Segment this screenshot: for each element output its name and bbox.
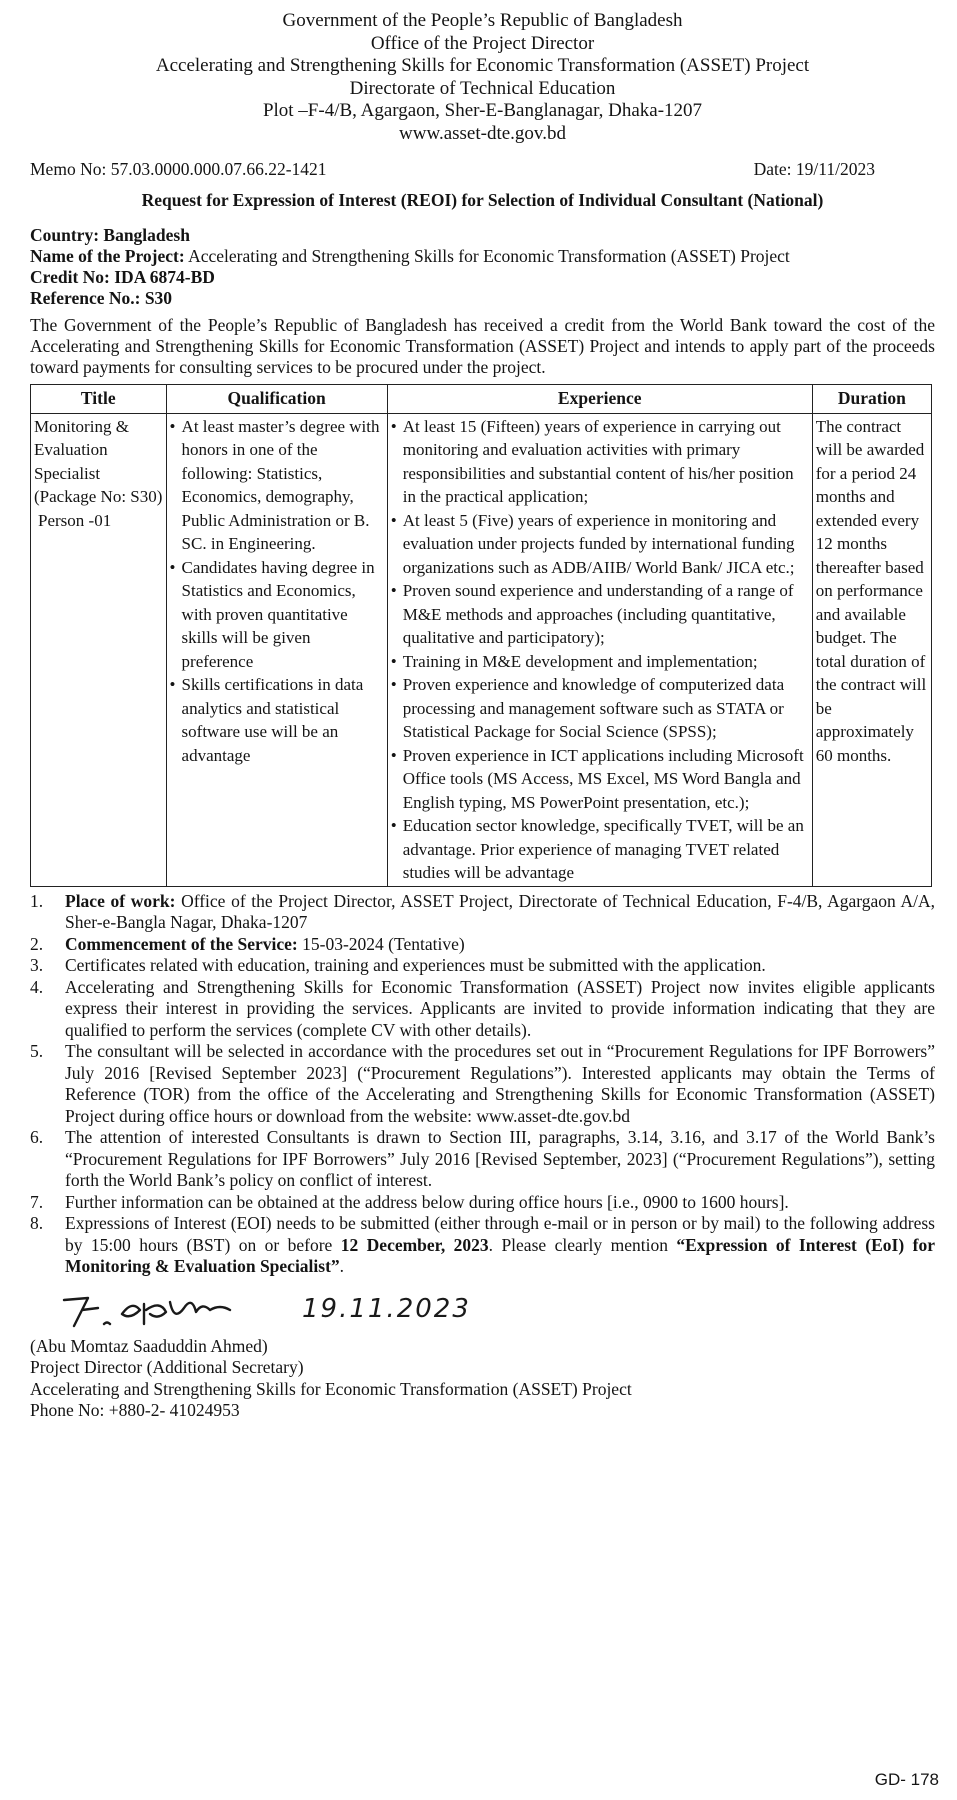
list-item: • Proven experience in ICT applications including Microsoft Office tools (MS Access, MS Excel, MS Word Bangla and English typing, MS PowerPoint presentation, etc.);: [391, 744, 809, 815]
position-title: Monitoring & Evaluation Specialist (Package No: S30): [34, 416, 163, 506]
list-item: 6. The attention of interested Consultants is drawn to Section III, paragraphs, 3.14, 3.16, and 3.17 of the World Bank’s “Procurement Regulations for IPF Borrowers” July 2016 [Revised September, 2023] (“Procurement Regulations”), setting forth the World Bank’s policy on conflict of interest.: [30, 1127, 935, 1190]
list-item: • At least 15 (Fifteen) years of experience in carrying out monitoring and evaluation activities with primary responsibilities and substantial content of his/her position in the practical application;: [391, 415, 809, 509]
header-government: Government of the People’s Republic of Bangladesh: [282, 10, 683, 31]
signatory: [30, 1336, 935, 1422]
eoi-subject: “Expression of Interest (EoI) for Monitoring & Evaluation Specialist”: [65, 1234, 935, 1276]
list-item: • At least master’s degree with honors in one of the following: Statistics, Economics, demography, Public Administration or B. SC. in Engineering.: [170, 415, 384, 556]
table-header-row: [31, 385, 932, 414]
signatory-project: Accelerating and Strengthening Skills for Economic Transformation (ASSET) Project: [30, 1378, 632, 1399]
intro-paragraph: The Government of the People’s Republic of Bangladesh has received a credit from the World Bank toward the cost of the Accelerating and Strengthening Skills for Economic Transformation (ASSET) Project and intends to apply part of the proceeds toward payments for consulting services to be procured under the project.: [30, 315, 935, 377]
table-row: [31, 413, 932, 886]
header-qualification: Qualification: [166, 385, 387, 414]
signatory-name: (Abu Momtaz Saaduddin Ahmed): [30, 1335, 268, 1356]
country: Country: Bangladesh: [30, 225, 190, 245]
list-item: • Education sector knowledge, specifically TVET, will be an advantage. Prior experience of managing TVET related studies will be advantage: [391, 814, 809, 885]
commencement-label: Commencement of the Service:: [65, 933, 298, 954]
header-office: Office of the Project Director: [370, 32, 595, 54]
cell-qualification: [166, 413, 387, 886]
consultant-table: [30, 384, 932, 887]
header-duration: Duration: [812, 385, 931, 414]
header-title: Title: [31, 385, 167, 414]
list-item: 3. Certificates related with education, training and experiences must be submitted with the application.: [30, 955, 766, 975]
credit-number: Credit No: IDA 6874-BD: [30, 267, 215, 287]
list-item: 4. Accelerating and Strengthening Skills for Economic Transformation (ASSET) Project now invites eligible applicants express their interest in providing the services. Applicants are invited to provide information indicating that they are qualified to perform the services (complete CV with other details).: [30, 976, 935, 1040]
submission-deadline: 12 December, 2023: [340, 1234, 489, 1255]
list-item: • Skills certifications in data analytics and statistical software use will be an advantage: [170, 673, 384, 767]
project-meta: [30, 225, 935, 309]
position-count: Person -01: [38, 510, 112, 530]
project-name-label: Name of the Project:: [30, 246, 185, 266]
list-item: 7. Further information can be obtained at the address below during office hours [i.e., 0900 to 1600 hours].: [30, 1191, 789, 1212]
header-website: www.asset-dte.gov.bd: [399, 122, 566, 144]
header-directorate: Directorate of Technical Education: [349, 77, 616, 99]
reference-number: Reference No.: S30: [30, 288, 173, 308]
signatory-designation: Project Director (Additional Secretary): [30, 1357, 304, 1377]
signature-date: 19.11.2023: [302, 1293, 471, 1324]
cell-experience: [387, 413, 812, 886]
project-name-value: Accelerating and Strengthening Skills for Economic Transformation (ASSET) Project: [184, 246, 790, 266]
document-title: Request for Expression of Interest (REOI) for Selection of Individual Consultant (National): [141, 190, 824, 210]
list-item: 8. Expressions of Interest (EOI) needs to be submitted (either through e-mail or in person or by mail) to the following address by 15:00 hours (BST) on or before 12 December, 2023. Please clearly mention “Expression of Interest (EoI) for Monitoring & Evaluation Specialist”.: [30, 1213, 935, 1276]
place-of-work-label: Place of work:: [65, 890, 176, 911]
list-item: • Proven experience and knowledge of computerized data processing and management software such as STATA or Statistical Package for Social Science (SPSS);: [391, 673, 809, 744]
list-item: • Candidates having degree in Statistics and Economics, with proven quantitative skills will be given preference: [170, 556, 384, 674]
signatory-phone: Phone No: +880-2- 41024953: [30, 1400, 240, 1420]
list-item: 2. Commencement of the Service: 15-03-2024 (Tentative): [30, 933, 465, 954]
header-project: Accelerating and Strengthening Skills for Economic Transformation (ASSET) Project: [155, 55, 810, 76]
gd-code: GD- 178: [874, 1770, 939, 1789]
list-item: • At least 5 (Five) years of experience in monitoring and evaluation under projects funded by international funding organizations such as ADB/AIIB/ World Bank/ JICA etc.;: [391, 509, 809, 580]
cell-title: [31, 413, 167, 886]
cell-duration: The contract will be awarded for a period 24 months and extended every 12 months thereafter based on performance and available budget. The total duration of the contract will be approximately 60 months.: [812, 413, 931, 886]
list-item: • Proven sound experience and understanding of a range of M&E methods and approaches (including quantitative, qualitative and participatory);: [391, 579, 809, 650]
header-experience: Experience: [387, 385, 812, 414]
memo-date: Date: 19/11/2023: [753, 159, 875, 179]
list-item: 1. Place of work: Office of the Project Director, ASSET Project, Directorate of Technical Education, F-4/B, Agargaon A/A, Sher-e-Bangla Nagar, Dhaka-1207: [30, 890, 935, 932]
header-address: Plot –F-4/B, Agargaon, Sher-E-Banglanagar, Dhaka-1207: [262, 100, 703, 121]
list-item: • Training in M&E development and implementation;: [391, 650, 809, 674]
handwritten-signature: [60, 1288, 290, 1334]
letterhead: [30, 10, 935, 145]
signature-block: [30, 1288, 935, 1336]
conditions-list: [30, 891, 935, 1278]
memo-row: [30, 159, 935, 180]
list-item: 5. The consultant will be selected in accordance with the procedures set out in “Procurement Regulations for IPF Borrowers” July 2016 [Revised September 2023] (“Procurement Regulations”). Interested applicants may obtain the Terms of Reference (TOR) from the office of the Accelerating and Strengthening Skills for Economic Transformation (ASSET) Project during office hours or download from the website: www.asset-dte.gov.bd: [30, 1041, 935, 1126]
memo-number: Memo No: 57.03.0000.000.07.66.22-1421: [30, 159, 327, 179]
